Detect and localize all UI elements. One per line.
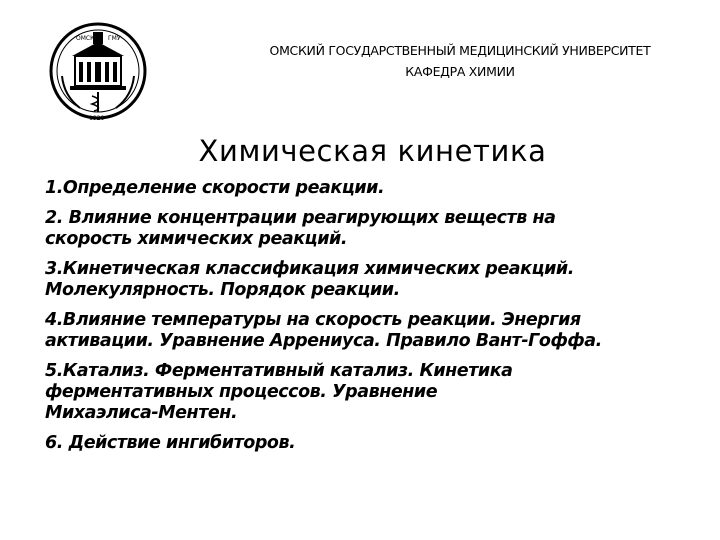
header-department-name: КАФЕДРА ХИМИИ — [405, 64, 515, 79]
list-item — [45, 433, 705, 454]
list-item-line: Михаэлиса-Ментен. — [45, 403, 238, 423]
list-item-line: 3.Кинетическая классификация химических реакций. — [45, 259, 574, 279]
list-item-line: 2. Влияние концентрации реагирующих веществ на — [45, 208, 556, 228]
list-item-line: активации. Уравнение Аррениуса. Правило Вант-Гоффа. — [45, 331, 602, 351]
page-title: Химическая кинетика — [198, 134, 547, 168]
list-item — [45, 310, 705, 352]
header-university-name: ОМСКИЙ ГОСУДАРСТВЕННЫЙ МЕДИЦИНСКИЙ УНИВЕРСИТЕТ — [269, 43, 651, 58]
list-item-line: 6. Действие ингибиторов. — [45, 433, 296, 453]
list-item-line: 5.Катализ. Ферментативный катализ. Кинетика — [45, 361, 513, 381]
list-item-line: Молекулярность. Порядок реакции. — [45, 280, 400, 300]
university-header — [200, 40, 720, 82]
list-item-line: 4.Влияние температуры на скорость реакции. Энергия — [45, 310, 581, 330]
list-item — [45, 178, 705, 199]
list-item — [45, 208, 705, 250]
topics-list — [45, 178, 705, 463]
list-item — [45, 259, 705, 301]
list-item-line: ферментативных процессов. Уравнение — [45, 382, 438, 402]
logo-text-bottom: 1920 — [89, 115, 105, 122]
logo-text-right: ГМУ — [108, 35, 121, 42]
university-emblem-icon — [48, 16, 148, 126]
list-item-line: 1.Определение скорости реакции. — [45, 178, 385, 198]
logo-text-left: ОМСК — [76, 35, 95, 42]
list-item-line: скорость химических реакций. — [45, 229, 348, 249]
list-item — [45, 361, 705, 424]
